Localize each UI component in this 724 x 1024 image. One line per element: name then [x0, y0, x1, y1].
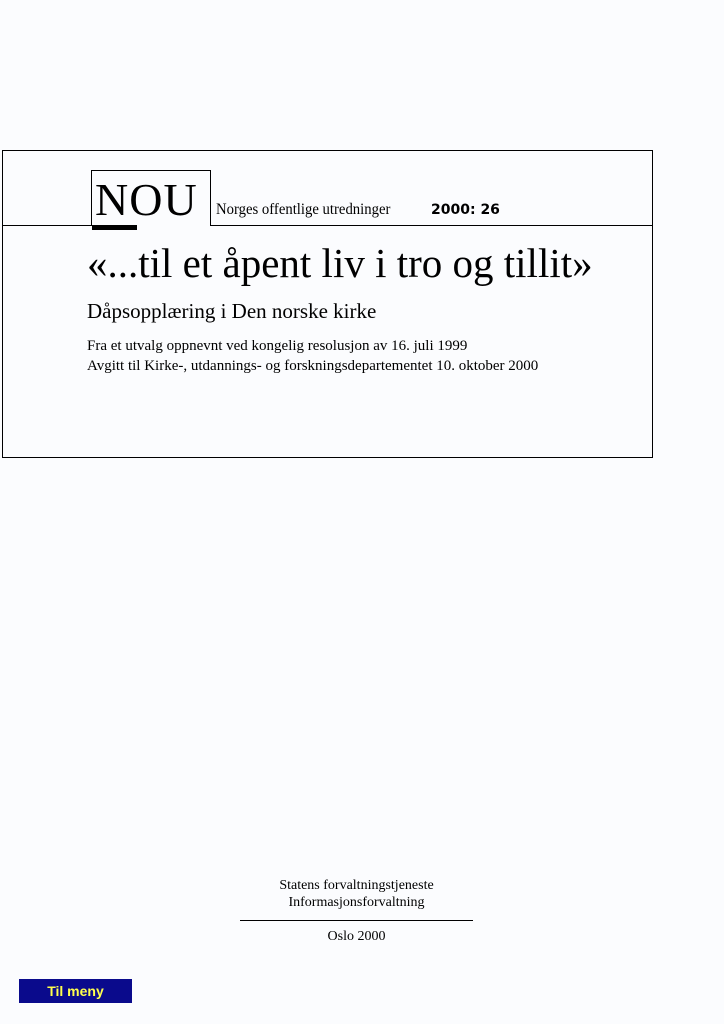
series-name: Norges offentlige utredninger: [216, 201, 391, 218]
nou-logo-text: NOU: [95, 174, 198, 225]
submission-info: Avgitt til Kirke-, utdannings- og forskningsdepartementet 10. oktober 2000: [87, 358, 539, 374]
commission-info: Fra et utvalg oppnevnt ved kongelig resolusjon av 16. juli 1999: [87, 338, 468, 354]
publication-place-year: Oslo 2000: [327, 929, 386, 944]
series-number: 2000: 26: [431, 202, 500, 218]
nou-logo: [91, 170, 211, 226]
menu-button[interactable]: Til meny: [19, 979, 132, 1003]
publisher-block: [240, 877, 473, 945]
publisher-name: Statens forvaltningstjeneste: [279, 878, 434, 893]
publisher-divider: [240, 920, 473, 921]
nou-logo-underline: [92, 225, 137, 230]
cover-frame: [2, 150, 653, 458]
document-subtitle: Dåpsopplæring i Den norske kirke: [87, 299, 377, 323]
document-title: «...til et åpent liv i tro og tillit»: [87, 240, 593, 286]
publisher-department: Informasjonsforvaltning: [288, 895, 425, 910]
